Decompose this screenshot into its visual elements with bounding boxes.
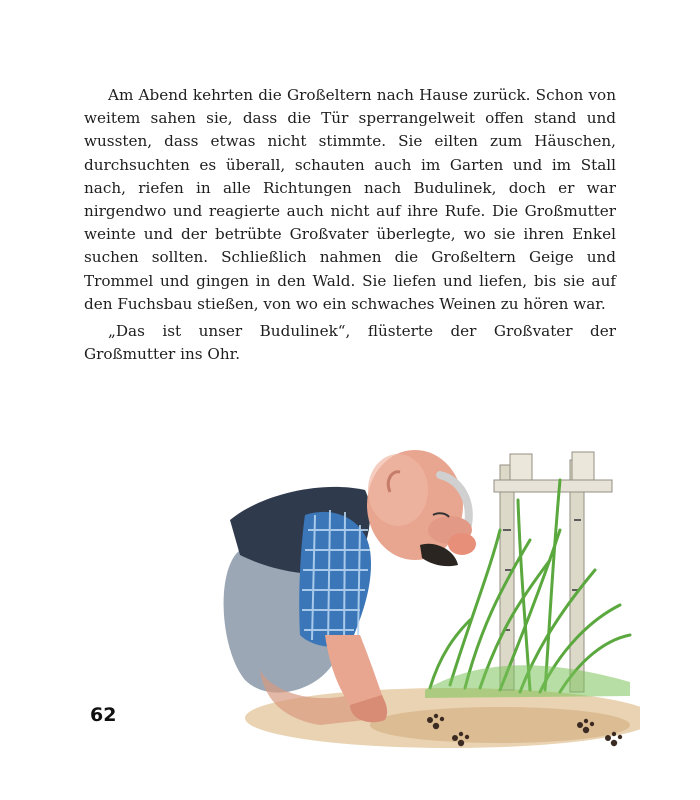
grandfather-head xyxy=(367,450,476,566)
page-number: 62 xyxy=(90,704,117,726)
paragraph-1: Am Abend kehrten die Großeltern nach Hause zurück. Schon von weitem sahen sie, dass die Tür sperrangelweit offen stand und wussten, dass etwas nicht stimmte. Sie eilten zum Häuschen, durchsuchten es überall, schauten auch im Garten und im Stall nach, riefen in alle Richtungen nach Budulinek, doch er war nirgendwo und reagierte auch nicht auf ihre Rufe. Die Großmutter weinte und der betrübte Großvater überlegte, wo sie ihren Enkel suchen sollten. Schließlich nahmen die Großeltern Geige und Trommel und gingen in den Wald. Sie liefen und liefen, bis sie auf den Fuchsbau stießen, von wo ein schwaches Weinen zu hören war. xyxy=(84,86,616,313)
paragraph-2: „Das ist unser Budulinek“, flüsterte der Großvater der Großmutter ins Ohr. xyxy=(84,322,616,364)
story-text xyxy=(84,84,616,366)
grandfather-illustration xyxy=(200,420,640,750)
